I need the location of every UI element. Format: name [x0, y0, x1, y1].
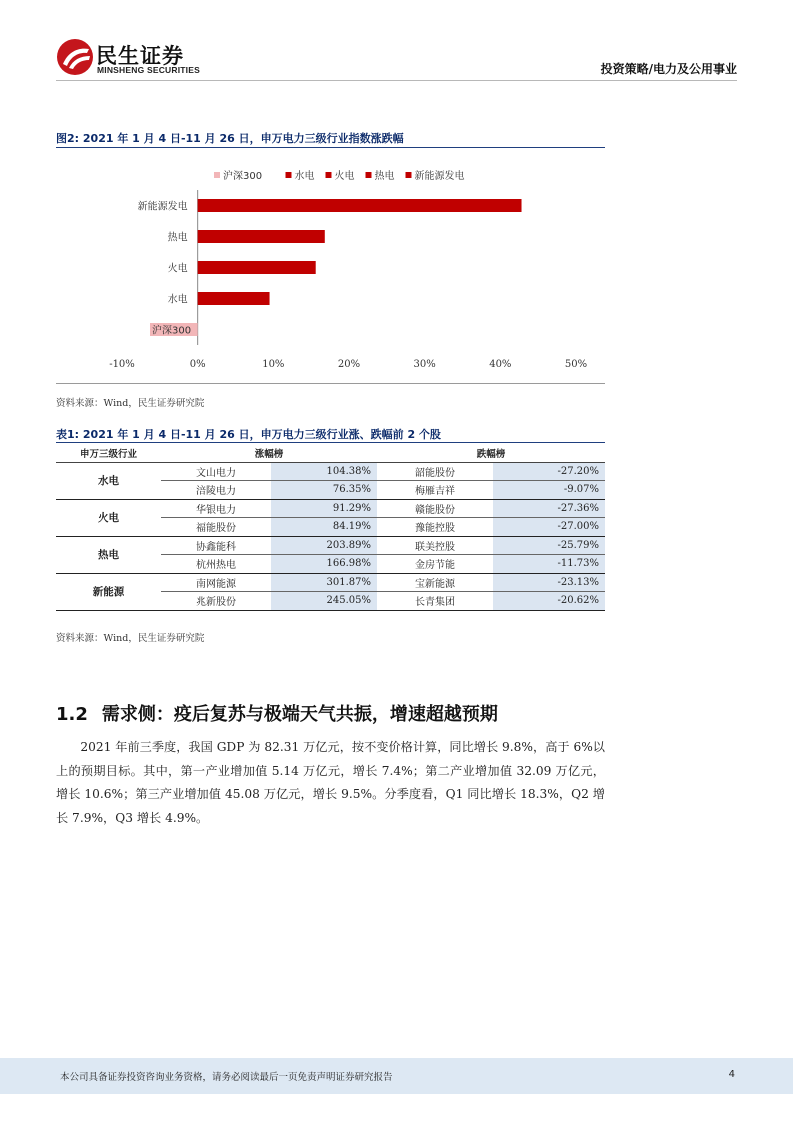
section-number: 1.2 — [56, 704, 88, 725]
header-industry: 申万三级行业 — [56, 444, 161, 462]
body-paragraph: 2021 年前三季度，我国 GDP 为 82.31 万亿元，按不变价格计算，同比增长 9.8%，高于 6%以上的预期目标。其中，第一产业增加值 5.14 万亿元，增长 7.4%；第二产业增加值 32.09 万亿元，增长 10.6%；第三产业增加值 45.08 万亿元，增长 9.5%。分季度看，Q1 同比增长 18.3%，Q2 增长 7.9%，Q3 增长 4.9%。 — [56, 740, 605, 825]
category-label: 水电 — [167, 294, 188, 306]
loser-name: 联美控股 — [377, 536, 493, 555]
table-header-row — [56, 444, 605, 462]
gainer-value: 76.35% — [271, 481, 377, 500]
legend-label: 水电 — [294, 171, 315, 182]
gainer-value: 91.29% — [271, 499, 377, 518]
bar-火电 — [198, 261, 316, 274]
category-label: 火电 — [167, 263, 188, 275]
industry-cell: 热电 — [56, 536, 161, 573]
logo-chinese-name: 民生证券 — [96, 44, 184, 68]
loser-value: -9.07% — [493, 481, 605, 500]
gainer-name: 福能股份 — [161, 518, 271, 537]
legend-swatch — [326, 172, 332, 178]
gainer-name: 兆新股份 — [161, 592, 271, 611]
page-footer — [0, 1058, 793, 1094]
table-row — [56, 499, 605, 518]
gainer-name: 文山电力 — [161, 462, 271, 481]
loser-name: 赣能股份 — [377, 499, 493, 518]
gainer-value: 104.38% — [271, 462, 377, 481]
table-source: 资料来源：Wind，民生证券研究院 — [56, 633, 205, 644]
table-row — [56, 462, 605, 481]
gainer-name: 南网能源 — [161, 573, 271, 592]
table-row — [56, 536, 605, 555]
gainer-name: 华银电力 — [161, 499, 271, 518]
industry-cell: 水电 — [56, 462, 161, 499]
loser-name: 长青集团 — [377, 592, 493, 611]
bar-新能源发电 — [198, 199, 522, 212]
legend-label: 热电 — [374, 171, 395, 182]
category-label: 新能源发电 — [137, 201, 188, 213]
legend-label: 新能源发电 — [414, 171, 465, 182]
loser-value: -27.00% — [493, 518, 605, 537]
gainer-name: 协鑫能科 — [161, 536, 271, 555]
loser-name: 金房节能 — [377, 555, 493, 574]
legend-swatch — [214, 172, 220, 178]
header-losers: 跌幅榜 — [377, 444, 605, 462]
logo-english-name: MINSHENG SECURITIES — [97, 65, 200, 75]
legend-swatch — [366, 172, 372, 178]
legend-label: 沪深300 — [223, 171, 263, 182]
header-divider — [56, 80, 737, 81]
legend-swatch — [406, 172, 412, 178]
bar-热电 — [198, 230, 325, 243]
section-title: 需求侧：疫后复苏与极端天气共振，增速超越预期 — [101, 704, 498, 725]
footer-disclaimer: 本公司具备证券投资咨询业务资格，请务必阅读最后一页免责声明证券研究报告 — [60, 1072, 393, 1083]
x-tick-label: 30% — [413, 359, 436, 370]
bar-水电 — [198, 292, 270, 305]
x-tick-label: 0% — [189, 359, 206, 370]
x-tick-label: 10% — [262, 359, 285, 370]
gainer-value: 84.19% — [271, 518, 377, 537]
loser-name: 韶能股份 — [377, 462, 493, 481]
loser-name: 豫能控股 — [377, 518, 493, 537]
loser-name: 梅雁吉祥 — [377, 481, 493, 500]
table-row — [56, 573, 605, 592]
figure-title: 图2: 2021 年 1 月 4 日-11 月 26 日，申万电力三级行业指数涨跌幅 — [56, 132, 404, 145]
figure-source: 资料来源：Wind，民生证券研究院 — [56, 398, 205, 409]
stock-ranking-table — [56, 444, 605, 611]
figure-bottom-rule — [56, 383, 605, 384]
category-label: 沪深300 — [151, 325, 192, 337]
table-title: 表1: 2021 年 1 月 4 日-11 月 26 日，申万电力三级行业涨、跌幅前 2 个股 — [56, 428, 441, 441]
table-top-rule — [56, 442, 605, 443]
section-heading — [56, 700, 498, 726]
gainer-value: 166.98% — [271, 555, 377, 574]
page-number: 4 — [728, 1069, 735, 1080]
industry-cell: 新能源 — [56, 573, 161, 610]
x-tick-label: -10% — [109, 359, 135, 370]
x-tick-label: 20% — [337, 359, 361, 370]
loser-value: -20.62% — [493, 592, 605, 611]
x-tick-label: 40% — [489, 359, 512, 370]
industry-index-bar-chart — [56, 150, 605, 382]
loser-value: -11.73% — [493, 555, 605, 574]
gainer-name: 杭州热电 — [161, 555, 271, 574]
gainer-value: 203.89% — [271, 536, 377, 555]
category-label: 热电 — [167, 232, 188, 244]
loser-name: 宝新能源 — [377, 573, 493, 592]
industry-cell: 火电 — [56, 499, 161, 536]
header-gainers: 涨幅榜 — [161, 444, 377, 462]
loser-value: -23.13% — [493, 573, 605, 592]
loser-value: -25.79% — [493, 536, 605, 555]
company-logo — [56, 38, 206, 78]
legend-swatch — [286, 172, 292, 178]
minsheng-logo-icon — [56, 38, 94, 76]
loser-value: -27.20% — [493, 462, 605, 481]
x-tick-label: 50% — [564, 359, 588, 370]
legend-label: 火电 — [334, 171, 355, 182]
gainer-value: 245.05% — [271, 592, 377, 611]
figure-top-rule — [56, 147, 605, 148]
gainer-value: 301.87% — [271, 573, 377, 592]
report-category: 投资策略/电力及公用事业 — [600, 62, 737, 76]
gainer-name: 涪陵电力 — [161, 481, 271, 500]
loser-value: -27.36% — [493, 499, 605, 518]
